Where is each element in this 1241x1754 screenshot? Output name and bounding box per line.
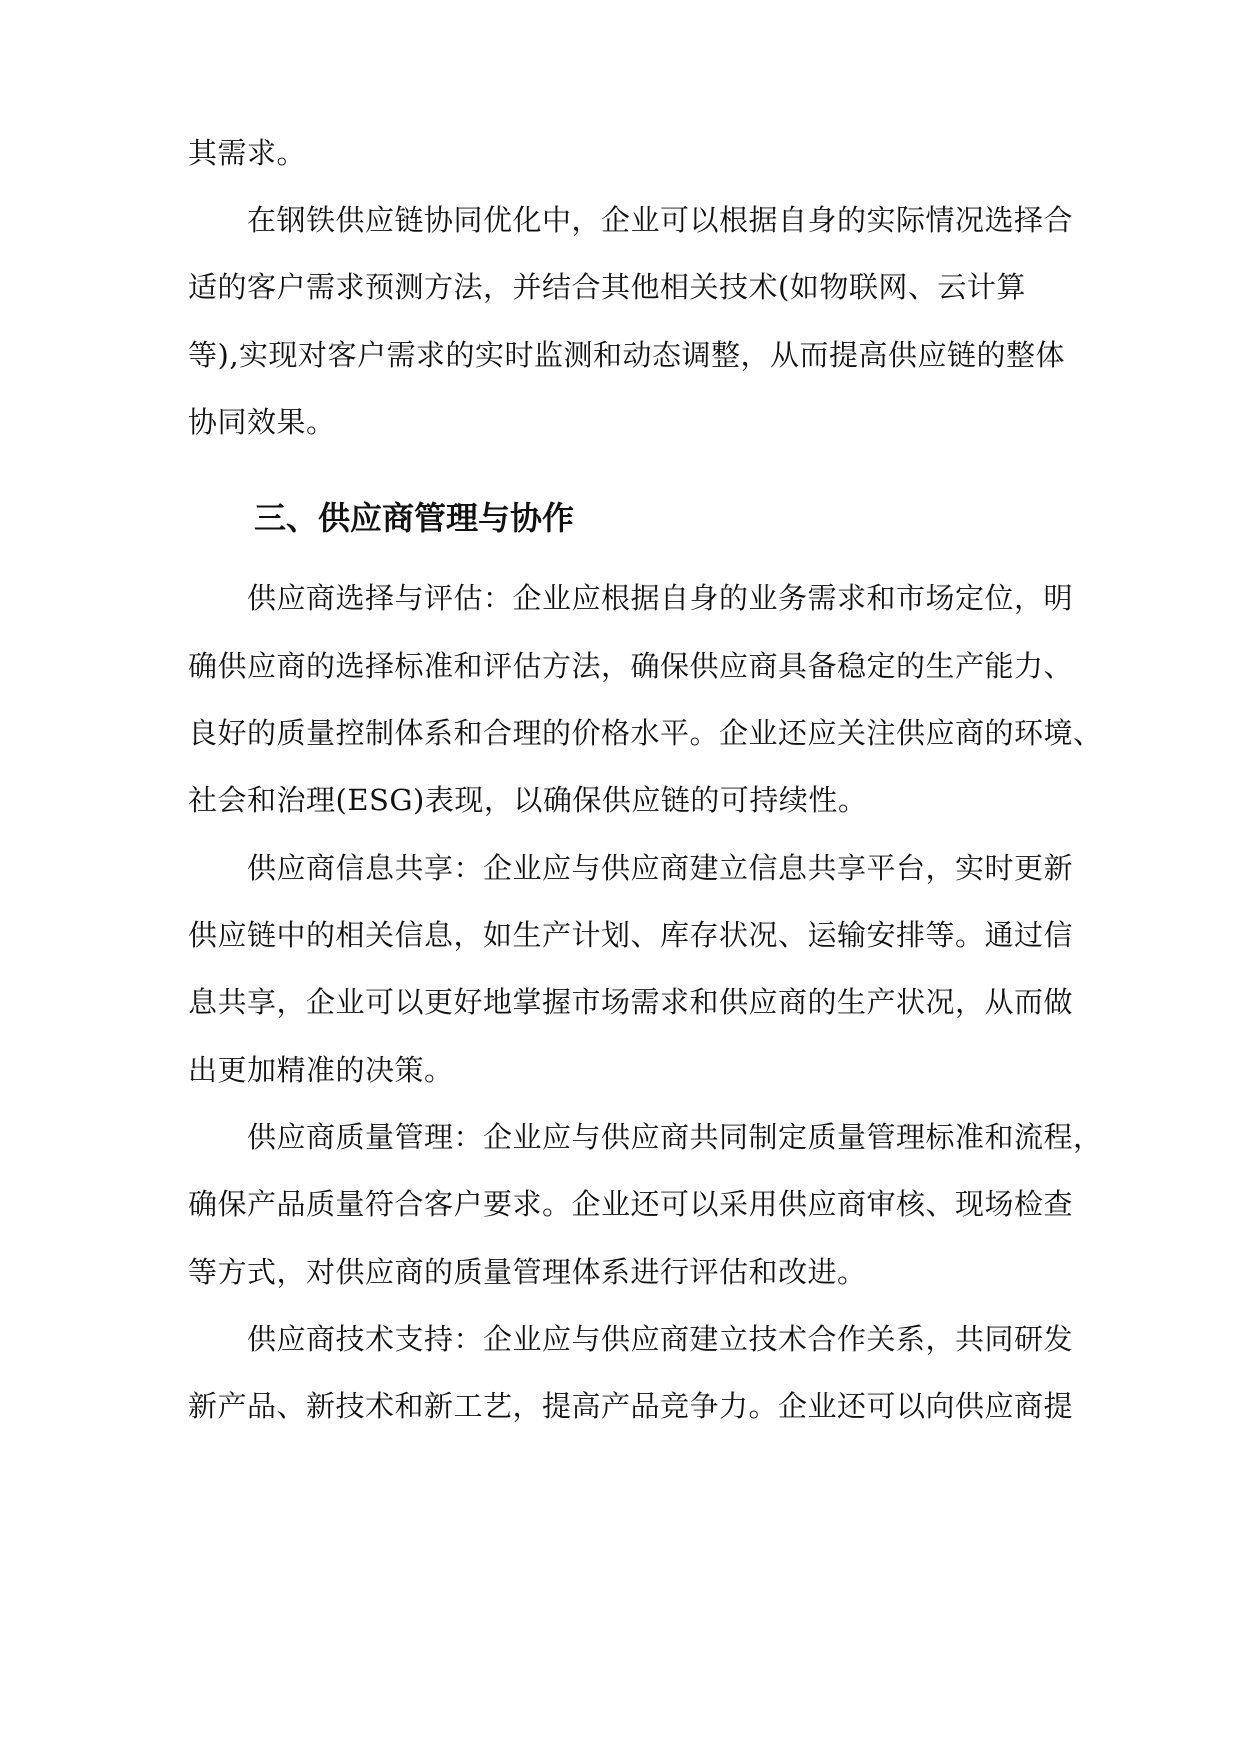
paragraph-line: 协同效果。 — [188, 405, 336, 439]
paragraph-line: 出更加精准的决策。 — [188, 1053, 454, 1087]
paragraph-line: 供应商选择与评估：企业应根据自身的业务需求和市场定位，明 — [247, 581, 1074, 615]
paragraph-line: 息共享，企业可以更好地掌握市场需求和供应商的生产状况，从而做 — [188, 985, 1074, 1019]
section-heading: 三、供应商管理与协作 — [254, 499, 575, 537]
paragraph-line: 供应链中的相关信息，如生产计划、库存状况、运输安排等。通过信 — [188, 918, 1074, 952]
paragraph-line: 供应商技术支持：企业应与供应商建立技术合作关系，共同研发 — [247, 1322, 1074, 1356]
paragraph-line: 等),实现对客户需求的实时监测和动态调整，从而提高供应链的整体 — [188, 338, 1066, 372]
paragraph-line: 在钢铁供应链协同优化中，企业可以根据自身的实际情况选择合 — [247, 203, 1074, 237]
paragraph-line: 确供应商的选择标准和评估方法，确保供应商具备稳定的生产能力、 — [188, 649, 1074, 683]
paragraph-line: 社会和治理(ESG)表现，以确保供应链的可持续性。 — [188, 783, 868, 817]
paragraph-line: 确保产品质量符合客户要求。企业还可以采用供应商审核、现场检查 — [188, 1187, 1074, 1221]
paragraph-line: 适的客户需求预测方法，并结合其他相关技术(如物联网、云计算 — [188, 270, 1026, 304]
paragraph-line: 良好的质量控制体系和合理的价格水平。企业还应关注供应商的环境、 — [188, 716, 1103, 750]
paragraph-line: 其需求。 — [188, 136, 307, 170]
paragraph-line: 新产品、新技术和新工艺，提高产品竞争力。企业还可以向供应商提 — [188, 1389, 1074, 1423]
paragraph-line: 等方式，对供应商的质量管理体系进行评估和改进。 — [188, 1255, 867, 1289]
paragraph-line: 供应商质量管理：企业应与供应商共同制定质量管理标准和流程， — [247, 1120, 1103, 1154]
paragraph-line: 供应商信息共享：企业应与供应商建立信息共享平台，实时更新 — [247, 851, 1074, 885]
